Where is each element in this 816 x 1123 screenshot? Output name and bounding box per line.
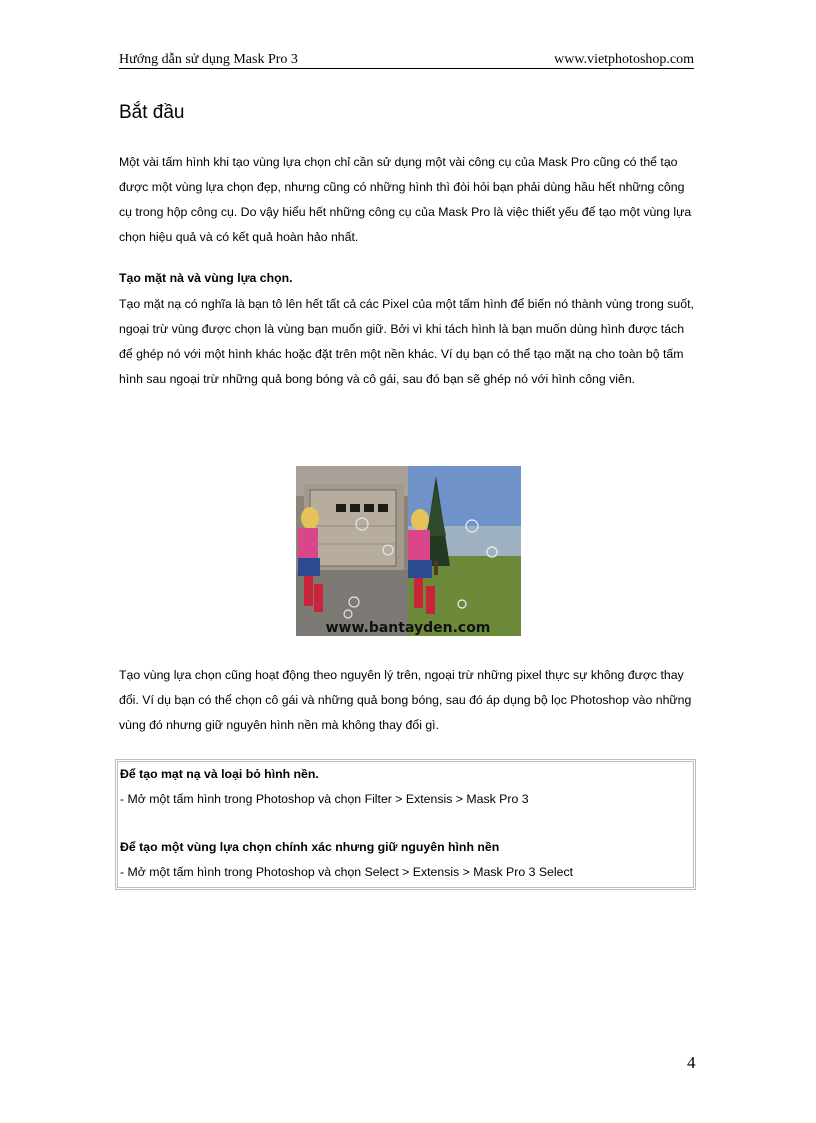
box-item2-text: - Mở một tấm hình trong Photoshop và chọn Select > Extensis > Mask Pro 3 Select xyxy=(120,865,574,879)
after-image-paragraph: Tạo vùng lựa chọn cũng hoạt động theo nguyên lý trên, ngoại trừ những pixel thực sự không được thay đổi. Ví dụ bạn có thể chọn cô gái và những quả bong bóng, sau đó áp dụng bộ lọc Photoshop vào những vùng đó nhưng giữ nguyên hình nền mà không thay đổi gì. xyxy=(119,668,692,732)
page-header xyxy=(119,52,694,69)
example-photo xyxy=(296,466,521,636)
header-title: Hướng dẫn sử dụng Mask Pro 3 xyxy=(119,52,298,67)
box-item1-text: - Mở một tấm hình trong Photoshop và chọn Filter > Extensis > Mask Pro 3 xyxy=(120,792,529,806)
photo-illustration xyxy=(296,466,521,636)
photo-watermark: www.bantayden.com xyxy=(325,620,491,636)
intro-paragraph: Một vài tấm hình khi tạo vùng lựa chọn chỉ cần sử dụng một vài công cụ của Mask Pro cũng có thể tạo được một vùng lựa chọn đẹp, nhưng cũng có những hình thì đòi hỏi bạn phải dùng hầu hết những công cụ trong hộp công cụ. Do vậy hiểu hết những công cụ của Mask Pro là việc thiết yếu để tạo một vùng lựa chọn hiệu quả và có kết quả hoàn hảo nhất. xyxy=(119,155,692,244)
header-website: www.vietphotoshop.com xyxy=(554,52,694,67)
page-title: Bắt đầu xyxy=(119,102,185,123)
page-number: 4 xyxy=(687,1053,696,1072)
instruction-box xyxy=(115,759,696,890)
section-heading: Tạo mặt nà và vùng lựa chọn. xyxy=(119,271,293,285)
box-item1-title: Để tạo mạt nạ và loại bỏ hình nền. xyxy=(120,767,319,781)
section-paragraph: Tạo mặt nạ có nghĩa là bạn tô lên hết tất cả các Pixel của một tấm hình để biến nó thành vùng trong suốt, ngoại trừ vùng được chọn là vùng bạn muốn giữ. Bởi vì khi tách hình là bạn muốn dùng hình được tách để ghép nó với một hình khác hoặc đặt trên một nền khác. Ví dụ bạn có thể tạo mặt nạ cho toàn bộ tấm hình sau ngoại trừ những quả bong bóng và cô gái, sau đó bạn sẽ ghép nó với hình công viên. xyxy=(119,297,694,386)
box-item2-title: Để tạo một vùng lựa chọn chính xác nhưng giữ nguyên hình nền xyxy=(120,840,500,854)
